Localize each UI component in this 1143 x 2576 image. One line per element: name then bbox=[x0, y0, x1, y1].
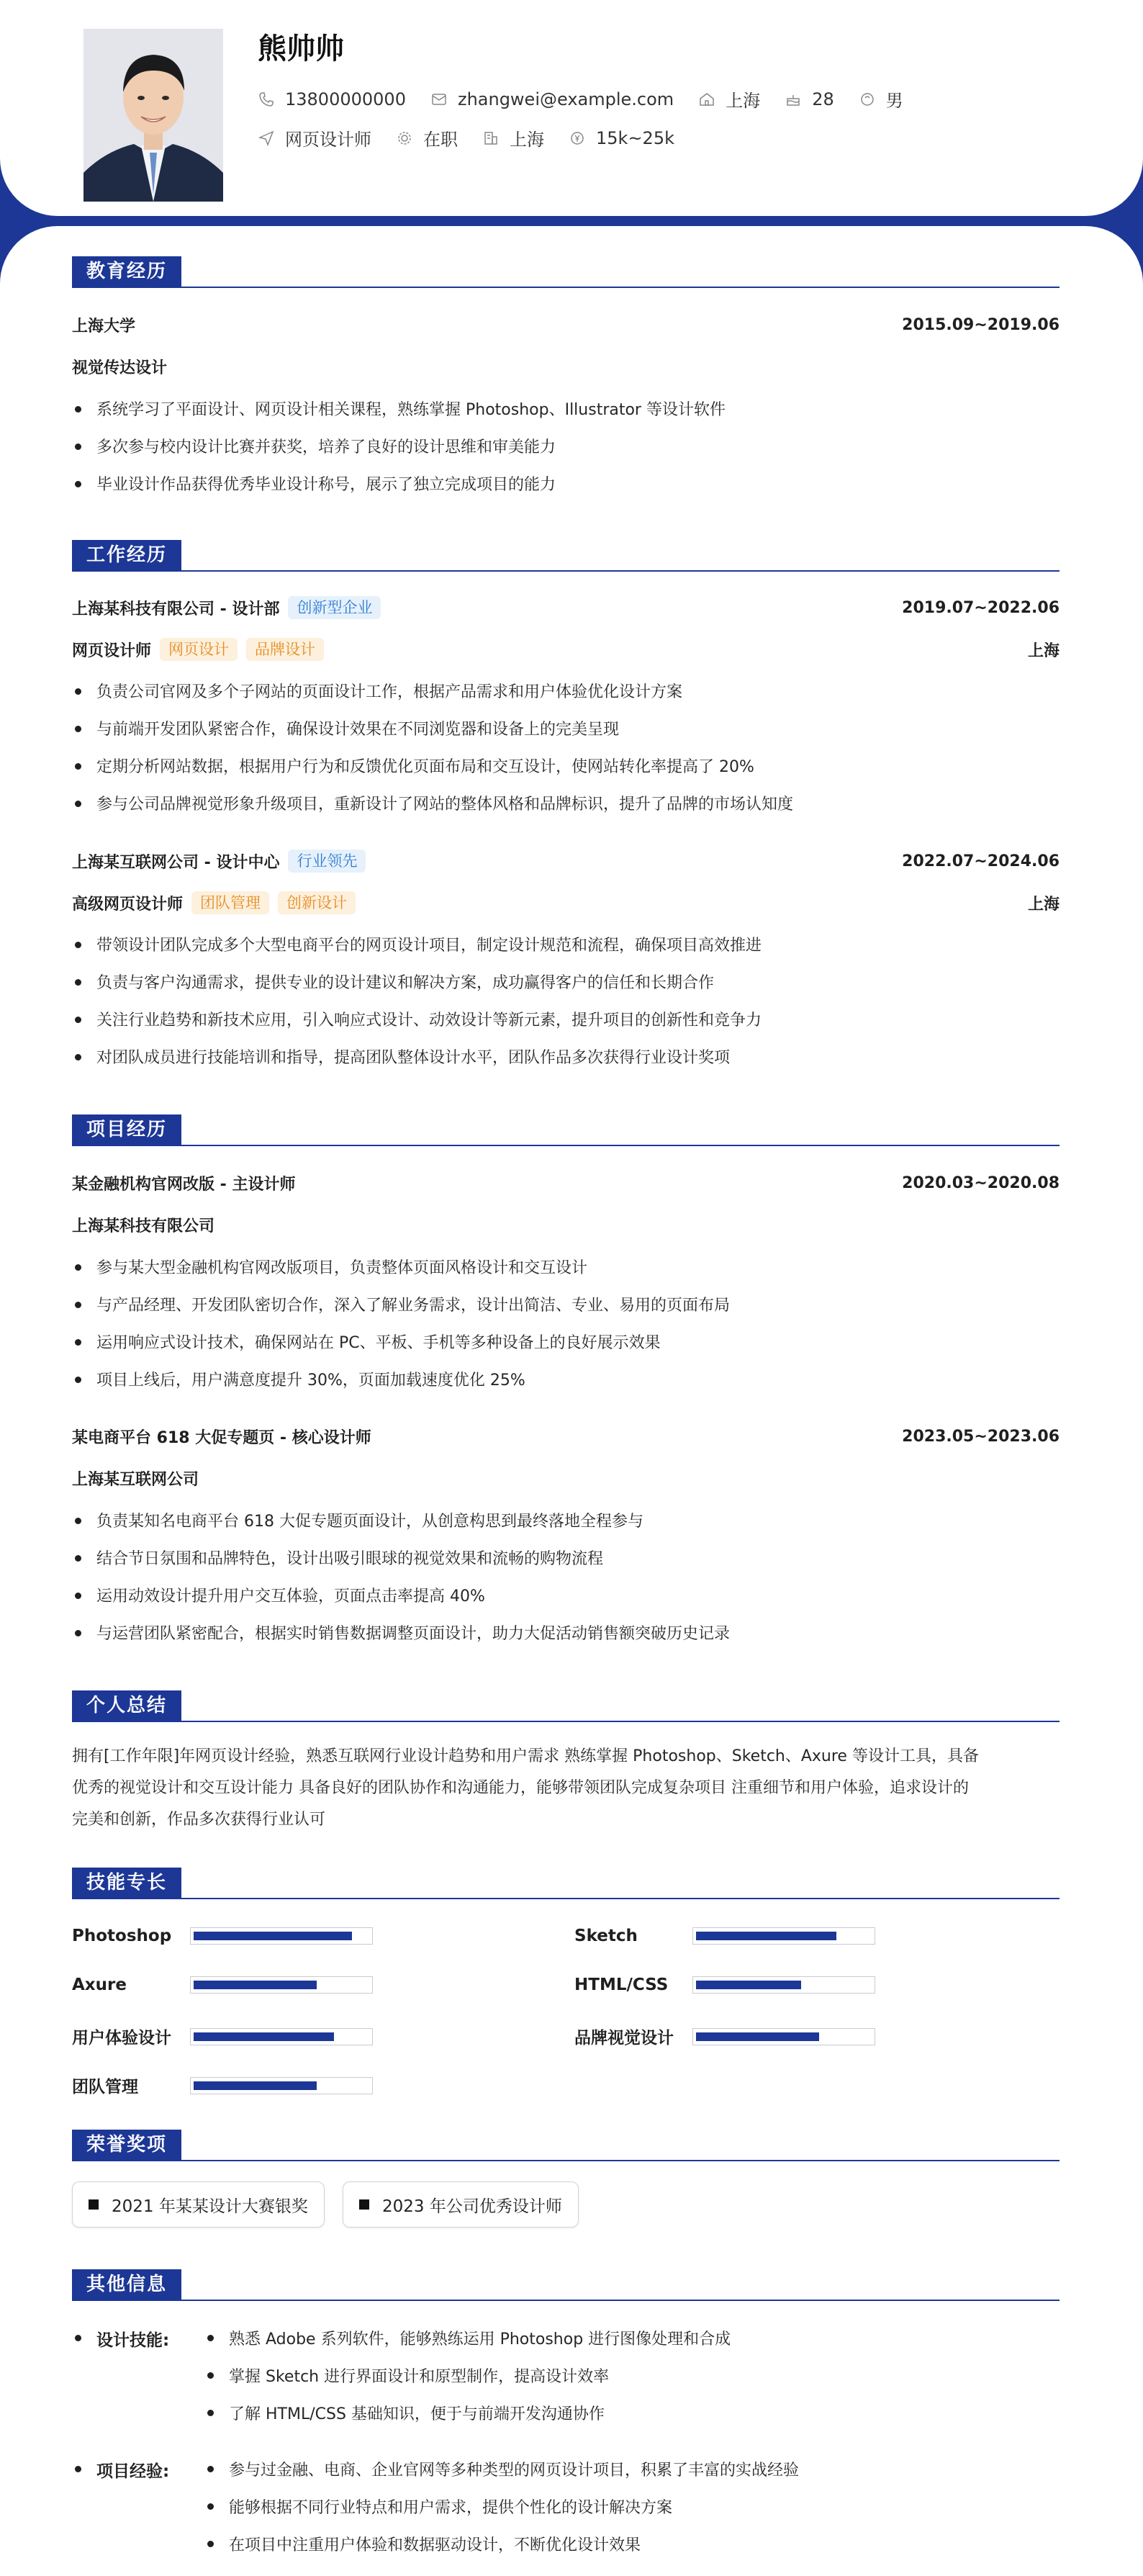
section-label: 项目经历 bbox=[72, 1114, 181, 1145]
project-name: 某电商平台 618 大促专题页 - 核心设计师 bbox=[72, 1429, 371, 1447]
list-item: 定期分析网站数据，根据用户行为和反馈优化页面布局和交互设计，使网站转化率提高了 20% bbox=[72, 755, 1060, 777]
award-text: 2021 年某某设计大赛银奖 bbox=[112, 2197, 308, 2216]
skill-name: HTML/CSS bbox=[574, 1976, 669, 1994]
phone-icon bbox=[258, 91, 275, 108]
gender-icon bbox=[859, 91, 876, 108]
other-section-title bbox=[72, 2269, 1060, 2301]
square-bullet-icon bbox=[89, 2199, 99, 2210]
work-company bbox=[72, 596, 1060, 619]
skill-bar bbox=[190, 2077, 373, 2094]
phone-text: 13800000000 bbox=[285, 89, 406, 109]
skill-bar bbox=[190, 1976, 373, 1994]
skill-item bbox=[72, 2025, 373, 2048]
avatar bbox=[83, 29, 223, 202]
skill-bar-fill bbox=[194, 2032, 334, 2041]
resume-body bbox=[0, 226, 1143, 2576]
list-item: 熟悉 Adobe 系列软件，能够熟练运用 Photoshop 进行图像处理和合成 bbox=[204, 2327, 731, 2349]
school-name: 上海大学 bbox=[72, 318, 136, 335]
projects-section-title bbox=[72, 1114, 1060, 1146]
skill-item bbox=[72, 2073, 373, 2097]
salary-text: 15k~25k bbox=[596, 127, 674, 148]
list-item: 系统学习了平面设计、网页设计相关课程，熟练掌握 Photoshop、Illustrator 等设计软件 bbox=[72, 397, 1060, 420]
skill-bar-fill bbox=[194, 1981, 317, 1989]
education-major: 视觉传达设计 bbox=[72, 359, 168, 377]
project-org: 上海某科技有限公司 bbox=[72, 1217, 215, 1235]
skill-bar-fill bbox=[194, 1932, 352, 1940]
skill-name: 用户体验设计 bbox=[72, 2029, 171, 2048]
gear-icon bbox=[396, 130, 413, 147]
company-name: 上海某互联网公司 - 设计中心 bbox=[72, 853, 280, 872]
skill-name: 团队管理 bbox=[72, 2078, 138, 2097]
avatar-portrait-icon bbox=[83, 29, 223, 202]
list-item: 毕业设计作品获得优秀毕业设计称号，展示了独立完成项目的能力 bbox=[72, 472, 1060, 495]
skill-name: Photoshop bbox=[72, 1927, 172, 1945]
role-tag: 品牌设计 bbox=[246, 638, 324, 661]
list-item: 对团队成员进行技能培训和指导，提高团队整体设计水平，团队作品多次获得行业设计奖项 bbox=[72, 1045, 1060, 1068]
list-item: 与运营团队紧密配合，根据实时销售数据调整页面设计，助力大促活动销售额突破历史记录 bbox=[72, 1621, 1060, 1644]
list-item: 参与某大型金融机构官网改版项目，负责整体页面风格设计和交互设计 bbox=[72, 1256, 1060, 1278]
work-location: 上海 bbox=[1027, 895, 1060, 914]
education-period: 2015.09~2019.06 bbox=[902, 316, 1060, 334]
skill-bar-fill bbox=[696, 1981, 801, 1989]
work-company bbox=[72, 850, 1060, 873]
project-name: 某金融机构官网改版 - 主设计师 bbox=[72, 1176, 296, 1194]
section-label: 教育经历 bbox=[72, 256, 181, 287]
role-name: 网页设计师 bbox=[72, 641, 152, 660]
skill-item bbox=[574, 2025, 875, 2048]
list-item: 参与过金融、电商、企业官网等多种类型的网页设计项目，积累了丰富的实战经验 bbox=[204, 2458, 799, 2480]
list-item: 结合节日氛围和品牌特色，设计出吸引眼球的视觉效果和流畅的购物流程 bbox=[72, 1546, 1060, 1569]
skill-item bbox=[72, 1927, 373, 1945]
role-tag: 网页设计 bbox=[160, 638, 238, 661]
skill-bar-fill bbox=[194, 2081, 317, 2090]
job-intent-row bbox=[258, 125, 699, 150]
skill-bar bbox=[692, 1927, 875, 1945]
candidate-name: 熊帅帅 bbox=[258, 32, 344, 66]
send-icon bbox=[258, 130, 275, 147]
target-city-text: 上海 bbox=[510, 130, 544, 150]
section-label: 工作经历 bbox=[72, 540, 181, 570]
project-title bbox=[72, 1172, 1060, 1194]
profile-header bbox=[0, 0, 1143, 216]
summary-section-title bbox=[72, 1690, 1060, 1722]
company-tag: 行业领先 bbox=[288, 850, 366, 873]
list-item: 运用动效设计提升用户交互体验，页面点击率提高 40% bbox=[72, 1584, 1060, 1606]
home-icon bbox=[698, 91, 715, 108]
award-text: 2023 年公司优秀设计师 bbox=[382, 2197, 562, 2216]
target-city-item bbox=[482, 125, 544, 150]
list-item: 在项目中注重用户体验和数据驱动设计，不断优化设计效果 bbox=[204, 2533, 641, 2555]
project-org: 上海某互联网公司 bbox=[72, 1471, 199, 1489]
work-section-title bbox=[72, 540, 1060, 572]
work-period: 2022.07~2024.06 bbox=[902, 852, 1060, 870]
list-item: 负责某知名电商平台 618 大促专题页面设计，从创意构思到最终落地全程参与 bbox=[72, 1509, 1060, 1531]
email-item bbox=[430, 89, 674, 109]
status-item bbox=[396, 125, 458, 150]
skill-item bbox=[574, 1927, 875, 1945]
role-tag: 创新设计 bbox=[278, 891, 356, 914]
contact-row bbox=[258, 86, 928, 112]
project-period: 2020.03~2020.08 bbox=[902, 1174, 1060, 1192]
list-item: 掌握 Sketch 进行界面设计和原型制作，提高设计效率 bbox=[204, 2364, 609, 2387]
summary-line: 拥有[工作年限]年网页设计经验，熟悉互联网行业设计趋势和用户需求 熟练掌握 Photoshop、Sketch、Axure 等设计工具，具备 bbox=[72, 1747, 979, 1765]
work-role bbox=[72, 638, 1060, 661]
list-item: 与前端开发团队紧密合作，确保设计效果在不同浏览器和设备上的完美呈现 bbox=[72, 717, 1060, 739]
list-item: 了解 HTML/CSS 基础知识，便于与前端开发沟通协作 bbox=[204, 2402, 605, 2424]
list-item: 能够根据不同行业特点和用户需求，提供个性化的设计解决方案 bbox=[204, 2495, 672, 2518]
list-item: 负责与客户沟通需求，提供专业的设计建议和解决方案，成功赢得客户的信任和长期合作 bbox=[72, 970, 1060, 993]
skill-bar-fill bbox=[696, 1932, 836, 1940]
position-item bbox=[258, 125, 371, 150]
skill-item bbox=[574, 1976, 875, 1994]
company-name: 上海某科技有限公司 - 设计部 bbox=[72, 600, 280, 618]
skill-bar-fill bbox=[696, 2032, 819, 2041]
list-item: 运用响应式设计技术，确保网站在 PC、平板、手机等多种设备上的良好展示效果 bbox=[72, 1330, 1060, 1353]
age-item bbox=[785, 89, 834, 109]
education-section-title bbox=[72, 256, 1060, 288]
other-group-label: 项目经验: bbox=[72, 2458, 169, 2482]
skill-bar bbox=[190, 1927, 373, 1945]
position-text: 网页设计师 bbox=[285, 130, 371, 150]
role-name: 高级网页设计师 bbox=[72, 895, 184, 914]
list-item: 带领设计团队完成多个大型电商平台的网页设计项目，制定设计规范和流程，确保项目高效推进 bbox=[72, 933, 1060, 955]
yen-icon bbox=[569, 130, 586, 147]
city-item bbox=[698, 86, 760, 112]
section-label: 其他信息 bbox=[72, 2269, 181, 2300]
email-text: zhangwei@example.com bbox=[457, 89, 674, 109]
role-tag: 团队管理 bbox=[191, 891, 269, 914]
section-label: 荣誉奖项 bbox=[72, 2130, 181, 2160]
square-bullet-icon bbox=[359, 2199, 369, 2210]
mail-icon bbox=[430, 91, 448, 108]
skill-name: 品牌视觉设计 bbox=[574, 2029, 674, 2048]
work-location: 上海 bbox=[1027, 641, 1060, 660]
education-school bbox=[72, 314, 1060, 336]
cake-icon bbox=[785, 91, 802, 108]
summary-line: 优秀的视觉设计和交互设计能力 具备良好的团队协作和沟通能力，能够带领团队完成复杂项目 注重细节和用户体验，追求设计的 bbox=[72, 1779, 969, 1797]
company-tag: 创新型企业 bbox=[288, 596, 381, 619]
award-badge bbox=[72, 2181, 325, 2228]
phone-item bbox=[258, 89, 406, 109]
work-period: 2019.07~2022.06 bbox=[902, 598, 1060, 617]
section-label: 技能专长 bbox=[72, 1868, 181, 1898]
skill-bar bbox=[692, 2028, 875, 2045]
section-label: 个人总结 bbox=[72, 1690, 181, 1721]
other-group-label: 设计技能: bbox=[72, 2327, 169, 2351]
skill-name: Axure bbox=[72, 1976, 127, 1994]
skill-bar bbox=[190, 2028, 373, 2045]
list-item: 关注行业趋势和新技术应用，引入响应式设计、动效设计等新元素，提升项目的创新性和竞争力 bbox=[72, 1008, 1060, 1030]
gender-item bbox=[859, 86, 903, 112]
project-title bbox=[72, 1426, 1060, 1448]
award-badge bbox=[343, 2181, 579, 2228]
project-period: 2023.05~2023.06 bbox=[902, 1428, 1060, 1446]
work-role bbox=[72, 891, 1060, 914]
gender-text: 男 bbox=[885, 91, 903, 111]
skill-item bbox=[72, 1976, 373, 1994]
list-item: 负责公司官网及多个子网站的页面设计工作，根据产品需求和用户体验优化设计方案 bbox=[72, 680, 1060, 702]
list-item: 项目上线后，用户满意度提升 30%，页面加载速度优化 25% bbox=[72, 1368, 1060, 1390]
status-text: 在职 bbox=[423, 130, 458, 150]
summary-text bbox=[72, 1741, 1060, 1836]
list-item: 参与公司品牌视觉形象升级项目，重新设计了网站的整体风格和品牌标识，提升了品牌的市场认知度 bbox=[72, 792, 1060, 814]
skill-bar bbox=[692, 1976, 875, 1994]
city-text: 上海 bbox=[726, 91, 761, 111]
age-text: 28 bbox=[812, 89, 834, 109]
building-icon bbox=[482, 130, 500, 147]
list-item: 与产品经理、开发团队密切合作，深入了解业务需求，设计出简洁、专业、易用的页面布局 bbox=[72, 1293, 1060, 1315]
summary-line: 完美和创新，作品多次获得行业认可 bbox=[72, 1811, 326, 1829]
skill-name: Sketch bbox=[574, 1927, 638, 1945]
awards-section-title bbox=[72, 2130, 1060, 2161]
salary-item bbox=[569, 128, 674, 148]
skills-section-title bbox=[72, 1868, 1060, 1899]
list-item: 多次参与校内设计比赛并获奖，培养了良好的设计思维和审美能力 bbox=[72, 435, 1060, 457]
